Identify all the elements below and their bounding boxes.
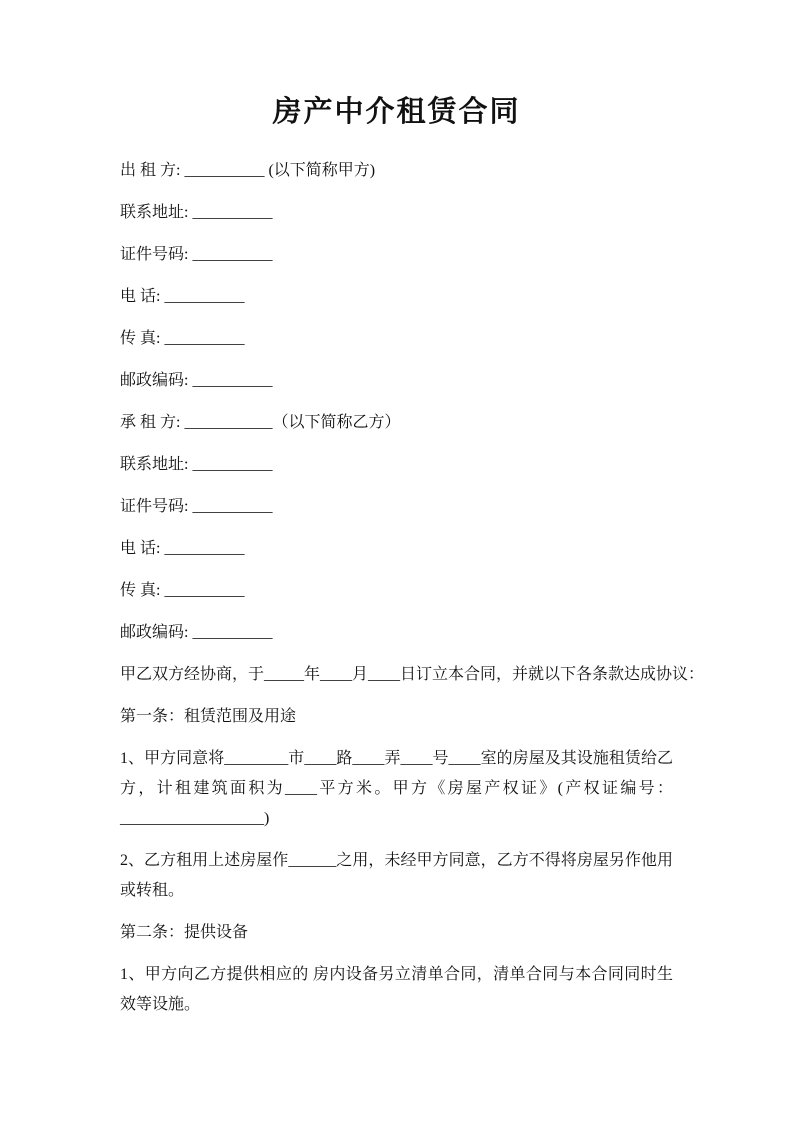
field-label: 证件号码 xyxy=(120,498,185,515)
field-label: 传 真 xyxy=(120,330,157,347)
field-label: 承 租 方 xyxy=(120,414,177,431)
field-blank: __________ xyxy=(164,540,245,557)
field-label: 传 真 xyxy=(120,582,157,599)
field-blank: __________ xyxy=(184,162,265,179)
field-row-id-number-b xyxy=(120,492,673,522)
field-row-fax-b xyxy=(120,576,673,606)
field-row-id-number-a xyxy=(120,240,673,270)
field-blank: ___________ xyxy=(184,414,273,431)
field-label: 电 话 xyxy=(120,288,157,305)
field-row-address-a xyxy=(120,198,673,228)
field-blank: __________ xyxy=(192,246,273,263)
field-row-phone-b xyxy=(120,534,673,564)
section-2-clause-1: 1、甲方向乙方提供相应的 房内设备另立清单合同，清单合同与本合同同时生效等设施。 xyxy=(120,966,673,1013)
field-row-postcode-a xyxy=(120,366,673,396)
field-blank: __________ xyxy=(164,330,245,347)
field-suffix: （以下简称乙方） xyxy=(272,414,401,431)
section-2-heading: 第二条：提供设备 xyxy=(120,924,249,941)
field-blank: __________ xyxy=(192,456,273,473)
document-title: 房产中介租赁合同 xyxy=(272,96,521,128)
field-separator: : xyxy=(156,540,165,557)
field-blank: __________ xyxy=(164,582,245,599)
field-separator: : xyxy=(184,498,193,515)
field-row-phone-a xyxy=(120,282,673,312)
section-1-heading: 第一条：租赁范围及用途 xyxy=(120,708,297,725)
field-separator: : xyxy=(176,162,185,179)
field-label: 证件号码 xyxy=(120,246,185,263)
field-row-lessee xyxy=(120,408,673,438)
field-label: 电 话 xyxy=(120,540,157,557)
field-blank: __________ xyxy=(192,624,273,641)
section-1-clause-2: 2、乙方租用上述房屋作______之用，未经甲方同意，乙方不得将房屋另作他用或转租。 xyxy=(120,852,673,899)
field-separator: : xyxy=(184,624,193,641)
field-separator: : xyxy=(184,246,193,263)
field-separator: : xyxy=(176,414,185,431)
field-blank: __________ xyxy=(192,204,273,221)
field-separator: : xyxy=(184,204,193,221)
field-label: 联系地址 xyxy=(120,456,185,473)
field-label: 出 租 方 xyxy=(120,162,177,179)
field-blank: __________ xyxy=(192,372,273,389)
field-label: 邮政编码 xyxy=(120,624,185,641)
field-separator: : xyxy=(156,582,165,599)
field-label: 联系地址 xyxy=(120,204,185,221)
field-separator: : xyxy=(184,456,193,473)
field-row-lessor xyxy=(120,156,673,186)
field-suffix: (以下简称甲方) xyxy=(264,162,376,179)
field-row-address-b xyxy=(120,450,673,480)
field-row-postcode-b xyxy=(120,618,673,648)
field-separator: : xyxy=(156,288,165,305)
intro-paragraph: 甲乙双方经协商，于_____年____月____日订立本合同，并就以下各条款达成协议： xyxy=(120,666,705,683)
field-blank: __________ xyxy=(192,498,273,515)
field-separator: : xyxy=(156,330,165,347)
field-label: 邮政编码 xyxy=(120,372,185,389)
field-blank: __________ xyxy=(164,288,245,305)
field-separator: : xyxy=(184,372,193,389)
field-row-fax-a xyxy=(120,324,673,354)
section-1-clause-1: 1、甲方同意将________市____路____弄____号____室的房屋及其设施租赁给乙方，计租建筑面积为____平方米。甲方《房屋产权证》(产权证编号：__________________) xyxy=(120,750,673,827)
